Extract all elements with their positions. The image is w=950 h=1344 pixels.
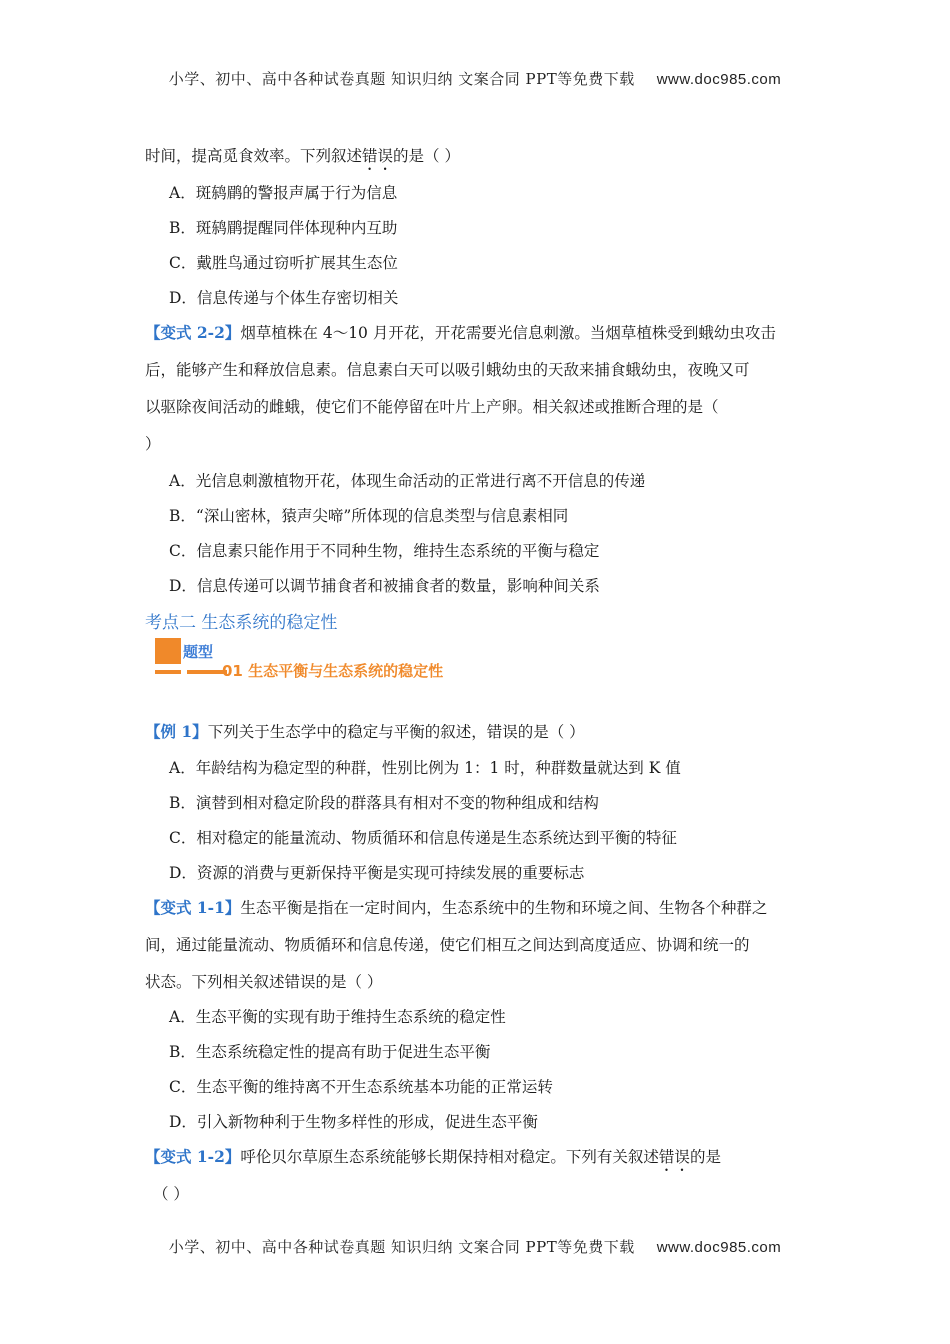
q3-option-c: C．生态平衡的维持离不开生态系统基本功能的正常运转 [169,1078,553,1096]
q3-tag: 【变式 1-1】 [145,898,241,917]
q1-stem-line-1 [145,321,776,343]
badge-underline-2 [187,670,227,674]
header-url[interactable]: www.doc985.com [656,71,782,88]
q1-option-d: D．信息传递可以调节捕食者和被捕食者的数量，影响种间关系 [169,577,600,595]
footer-url[interactable]: www.doc985.com [656,1239,782,1256]
q1-option-c: C．信息素只能作用于不同种生物，维持生态系统的平衡与稳定 [169,542,600,560]
q0-stem [145,144,460,174]
badge-underline-1 [155,670,181,674]
q2-option-b: B．演替到相对稳定阶段的群落具有相对不变的物种组成和结构 [169,794,599,812]
footer-text: 小学、初中、高中各种试卷真题 知识归纳 文案合同 PPT等免费下载 [168,1238,635,1256]
q0-stem-pre: 时间，提高觅食效率。下列叙述 [145,147,363,165]
q0-option-b: B．斑鸫鹛提醒同伴体现种内互助 [169,219,398,237]
q4-stem-emphasis: 错误 [658,1148,690,1166]
q2-option-c: C．相对稳定的能量流动、物质循环和信息传递是生态系统达到平衡的特征 [169,829,677,847]
q3-stem-line-2: 间，通过能量流动、物质循环和信息传递，使它们相互之间达到高度适应、协调和统一的 [145,936,750,954]
page-header [0,68,950,89]
section-title: 考点二 生态系统的稳定性 [145,613,338,633]
q0-stem-post: 的是（ ） [393,147,460,165]
q3-stem-line-3: 状态。下列相关叙述错误的是（ ） [145,973,383,991]
q2-stem-text: 下列关于生态学中的稳定与平衡的叙述，错误的是（ ） [207,723,585,741]
q2-tag: 【例 1】 [145,722,208,741]
header-text: 小学、初中、高中各种试卷真题 知识归纳 文案合同 PPT等免费下载 [168,70,635,88]
q3-text-1: 生态平衡是指在一定时间内，生态系统中的生物和环境之间、生物各个种群之 [240,899,768,917]
q4-tag: 【变式 1-2】 [145,1147,241,1166]
q4-stem-post: 的是 [689,1148,721,1166]
q0-option-d: D．信息传递与个体生存密切相关 [169,289,399,307]
q3-stem-line-1 [145,896,767,918]
q0-option-a: A．斑鸫鹛的警报声属于行为信息 [169,184,398,202]
q4-stem [145,1145,721,1175]
q1-option-a: A．光信息刺激植物开花，体现生命活动的正常进行离不开信息的传递 [169,472,646,490]
q2-stem [145,720,585,742]
q3-option-d: D．引入新物种利于生物多样性的形成，促进生态平衡 [169,1113,538,1131]
type-title: 01 生态平衡与生态系统的稳定性 [222,662,444,680]
q1-tag: 【变式 2-2】 [145,323,241,342]
q1-stem-line-4: ） [145,435,161,453]
page-footer [0,1236,950,1257]
q2-option-d: D．资源的消费与更新保持平衡是实现可持续发展的重要标志 [169,864,585,882]
q1-option-b: B．“深山密林，猿声尖啼”所体现的信息类型与信息素相同 [169,507,569,525]
q4-answer-blank: （ ） [153,1185,189,1203]
q1-stem-line-2: 后，能够产生和释放信息素。信息素白天可以吸引蛾幼虫的天敌来捕食蛾幼虫，夜晚又可 [145,361,750,379]
q0-stem-emphasis: 错误 [362,147,394,165]
q0-option-c: C．戴胜鸟通过窃听扩展其生态位 [169,254,398,272]
badge-label: 题型 [183,643,214,661]
badge-box [155,638,181,664]
q4-stem-pre: 呼伦贝尔草原生态系统能够长期保持相对稳定。下列有关叙述 [240,1148,659,1166]
q3-option-b: B．生态系统稳定性的提高有助于促进生态平衡 [169,1043,491,1061]
q1-stem-line-3: 以驱除夜间活动的雌蛾，使它们不能停留在叶片上产卵。相关叙述或推断合理的是（ [145,398,719,416]
q2-option-a: A．年龄结构为稳定型的种群，性别比例为 1：1 时，种群数量就达到 K 值 [169,759,681,777]
q1-text-1: 烟草植株在 4～10 月开花，开花需要光信息刺激。当烟草植株受到蛾幼虫攻击 [240,324,776,342]
q3-option-a: A．生态平衡的实现有助于维持生态系统的稳定性 [169,1008,506,1026]
